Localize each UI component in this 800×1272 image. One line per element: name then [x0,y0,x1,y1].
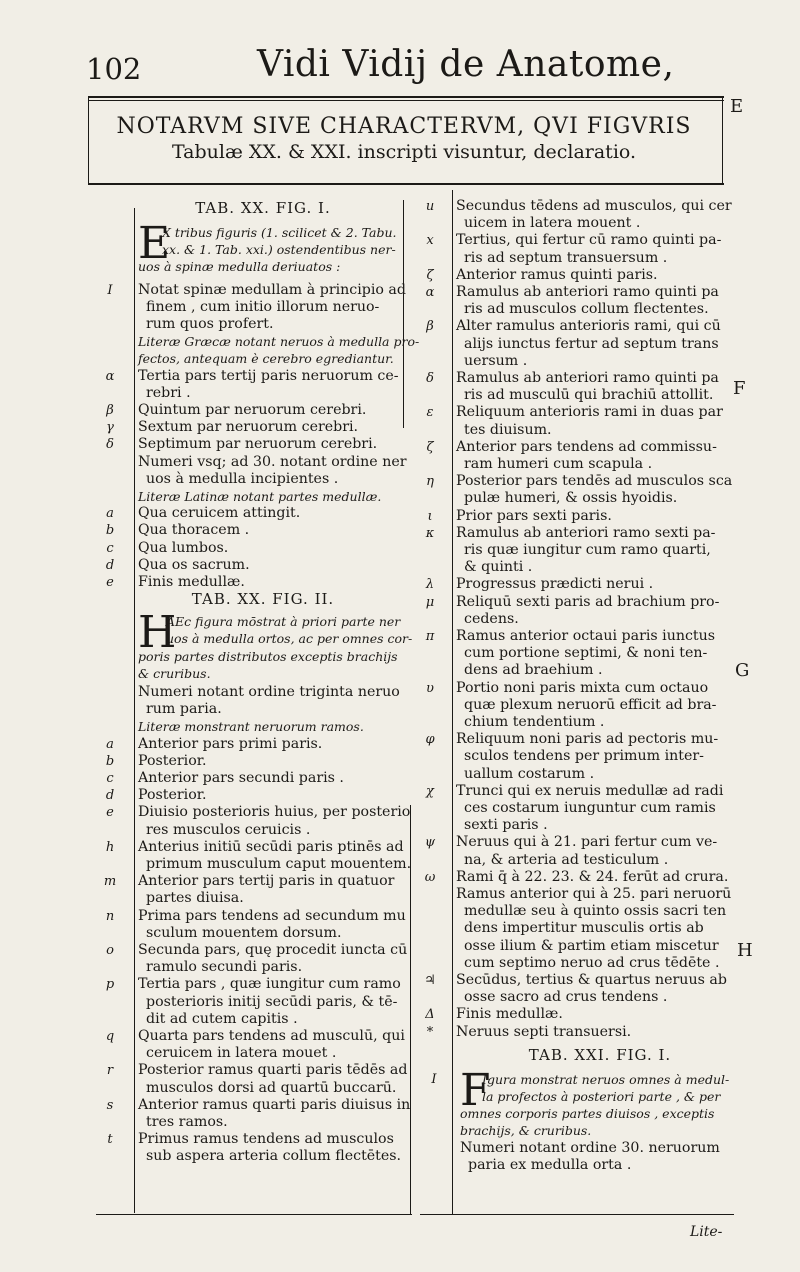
entry-text: Quarta pars tendens ad musculū, qui [138,1028,405,1044]
section-title-line1: NOTARVM SIVE CHARACTERVM, QVI FIGVRIS [116,114,692,139]
entry-text: Diuisio posterioris huius, per posterio [138,804,411,821]
entry-text: Anterior pars tendens ad commissu- [456,438,717,455]
entry-text: medullæ seu à quinto ossis sacri ten [464,903,727,920]
entry-text: Posterior. [138,752,207,769]
entry-text: Prima pars tendens ad secundum mu [138,907,406,924]
entry-text: cedens. [464,610,519,627]
entry-text: Ramus anterior qui à 25. pari neruorū [456,886,732,902]
entry-text: Anterior pars secundi paris . [138,770,344,786]
entry-text: Anterior ramus quarti paris diuisus in [138,1096,411,1113]
section-title [90,104,718,180]
entry-key: a [106,506,114,522]
entry-key: * [426,1024,434,1040]
entry-text: partes diuisa. [146,890,244,907]
entry-text: Qua os sacrum. [138,556,250,573]
entry-text: Posterior. [138,787,207,804]
entry-key: γ [106,420,114,436]
page-number: 102 [86,52,142,86]
entry-text: Notat spinæ medullam à principio ad [138,281,406,298]
entry-text: cum portione septimi, & noni ten- [464,645,708,662]
entry-key: b [105,523,115,539]
top-rule-2 [88,100,724,101]
entry-key: υ [426,680,434,696]
entry-text: Reliquum noni paris ad pectoris mu- [456,731,719,748]
entry-text: Secundus tēdens ad musculos, qui cer [456,198,732,214]
entry-text: res musculos ceruicis . [146,821,311,838]
entry-text: Portio noni paris mixta cum octauo [456,679,709,696]
entry-text: osse sacro ad crus tendens . [464,989,668,1006]
entry-text: Prior pars sexti paris. [456,507,612,524]
intro-text: AEc figura mōstrat à priori parte ner [166,614,401,630]
entry-text: Secūdus, tertius & quartus neruus ab [456,972,727,988]
left-column [98,199,420,1220]
entry-key: s [106,1097,114,1113]
intro-text: omnes corporis partes diuisos , exceptis [460,1106,715,1122]
entry-key: x [426,233,434,249]
caption-tab-xx-fig-i: TAB. XX. FIG. I. [195,199,331,217]
entry-text: dens ad braehium . [464,662,603,679]
top-rule [88,96,724,98]
entry-text: posterioris initij secūdi paris, & tē- [146,993,398,1010]
entry-text: Septimum par neruorum cerebri. [138,436,378,453]
entry-key: ε [426,405,434,421]
entry-text: alijs iunctus fertur ad septum trans [464,335,719,352]
entry-text: Qua ceruicem attingit. [138,505,301,522]
entry-key: d [105,788,115,804]
entry-text: Ramulus ab anteriori ramo quinti pa [456,370,719,386]
entry-text: ces costarum iunguntur cum ramis [464,800,716,816]
entry-key: ω [424,869,436,885]
entry-text: fectos, antequam è cerebro egrediantur. [138,351,394,367]
entry-text: Rami q̄ à 22. 23. & 24. ferūt ad crura. [456,868,729,885]
catchword: Lite- [690,1224,723,1240]
entry-text: rebri . [146,384,191,401]
entry-text: Anterior pars primi paris. [138,735,323,752]
closing-text: Numeri notant ordine 30. neruorum [460,1139,720,1156]
section-title-line2: Tabulæ XX. & XXI. inscripti visuntur, declaratio. [171,141,637,163]
intro-text: la profectos à posteriori parte , & per [482,1089,721,1104]
entry-key: h [105,839,115,855]
entry-key: r [106,1063,114,1079]
entry-text: osse ilium & partim etiam miscetur [464,937,719,954]
intro-text: uos à medulla ortos, ac per omnes cor- [166,631,413,647]
closing-text: paria ex medulla orta . [468,1156,632,1173]
entry-text: Ramus anterior octaui paris iunctus [456,628,716,644]
entry-text: tes diuisum. [464,421,552,438]
entry-text: Numeri vsq; ad 30. notant ordine ner [138,453,407,470]
margin-letter-f: F [733,378,746,399]
entry-key: t [107,1132,113,1148]
entry-text: Anterior ramus quinti paris. [456,266,658,283]
entry-text: Finis medullæ. [456,1006,563,1023]
entry-text: Alter ramulus anterioris rami, qui cū [456,318,721,335]
entry-key: c [106,771,114,786]
entry-text: cum septimo neruo ad crus tēdēte . [464,954,720,971]
entry-key: m [103,874,117,890]
entry-text: rum paria. [146,701,222,718]
entry-text: sub aspera arteria collum flectētes. [146,1148,402,1165]
entry-text: Primus ramus tendens ad musculos [138,1131,394,1148]
entry-key: I [431,1071,437,1087]
entry-key: α [425,285,435,300]
entry-key: ψ [424,835,436,851]
running-title: Vidi Vidij de Anatome, [257,44,675,85]
entry-text: pulæ humeri, & ossis hyoidis. [464,490,678,507]
entry-key: ζ [426,267,434,283]
entry-text: chium tendentium . [464,714,605,730]
intro-text: brachijs, & cruribus. [460,1123,592,1139]
entry-text: finem , cum initio illorum neruo- [146,298,380,315]
entry-key: β [426,319,434,335]
entry-key: β [106,403,114,418]
dropcap-h: H [138,607,177,659]
intro-text: xx. & 1. Tab. xxi.) ostendentibus ner- [162,242,396,258]
title-box-left [88,96,89,184]
entry-text: Neruus septi transuersi. [456,1023,632,1040]
entry-text: Secunda pars, quę procedit iuncta cū [138,942,408,958]
entry-text: ram humeri cum scapula . [464,456,653,472]
entry-text: Reliquū sexti paris ad brachium pro- [456,593,720,610]
entry-key: η [426,474,434,490]
entry-key: e [106,575,114,590]
entry-text: Qua lumbos. [138,539,229,556]
entry-text: uicem in latera mouent . [464,215,641,232]
entry-text: Quintum par neruorum cerebri. [138,402,367,418]
entry-key: χ [426,783,434,799]
entry-text: Qua thoracem . [138,522,250,539]
title-bottom-rule [88,183,724,185]
entry-text: uallum costarum . [464,765,595,782]
bottom-rule [96,1214,412,1215]
entry-text: ris ad musculos collum flectentes. [464,301,709,318]
entry-text: Literæ monstrant neruorum ramos. [138,719,364,735]
margin-letter-g: G [735,660,750,681]
entry-key: φ [425,732,435,748]
caption-tab-xx-fig-ii: TAB. XX. FIG. II. [191,590,335,609]
entry-text: Neruus qui à 21. pari fertur cum ve- [456,834,718,851]
entry-key: ♃ [424,973,436,988]
entry-key: p [105,977,115,993]
title-box-right [722,96,723,184]
entry-key: ζ [426,439,434,455]
entry-key: μ [425,594,435,610]
entry-key: I [107,282,113,298]
entry-key: π [425,629,435,644]
dropcap-f: F [460,1064,491,1116]
entry-key: κ [425,525,435,541]
intro-text: X tribus figuris (1. scilicet & 2. Tabu. [162,225,397,240]
entry-text: na, & arteria ad testiculum . [464,851,669,868]
entry-text: Literæ Latinæ notant partes medullæ. [138,489,382,504]
entry-text: Posterior pars tendēs ad musculos sca [456,473,733,490]
intro-text: uos à spinæ medulla deriuatos : [138,259,341,275]
entry-key: δ [106,437,114,453]
entry-text: Finis medullæ. [138,574,245,590]
bottom-rule-right [420,1214,734,1215]
margin-letter-e: E [730,96,744,117]
entry-key: α [105,368,115,384]
entry-text: Reliquum anterioris rami in duas par [456,404,723,421]
entry-text: sexti paris . [464,817,548,834]
entry-key: o [106,943,114,958]
entry-key: a [106,736,114,752]
entry-text: Posterior ramus quarti paris tēdēs ad [138,1062,408,1079]
entry-text: Literæ Græcæ notant neruos à medulla pro- [138,334,420,350]
entry-text: ceruicem in latera mouet . [146,1045,337,1062]
entry-text: ris ad musculū qui brachiū attollit. [464,387,714,404]
entry-key: c [106,540,114,556]
entry-key: q [105,1029,115,1044]
entry-text: ramulo secundi paris. [146,959,303,976]
entry-text: Tertia pars , quæ iungitur cum ramo [138,976,401,993]
entry-text: quæ plexum neruorū efficit ad bra- [464,696,717,713]
right-column [420,198,740,1218]
entry-text: Tertius, qui fertur cū ramo quinti pa- [456,232,722,249]
margin-letter-h: H [737,940,753,961]
dropcap-e: E [138,218,171,269]
intro-text: poris partes distributos exceptis brachijs [138,648,398,664]
entry-text: uersum . [464,352,528,369]
entry-text: primum musculum caput mouentem. [146,856,412,872]
entry-text: Tertia pars tertij paris neruorum ce- [138,367,399,384]
entry-text: ris quæ iungitur cum ramo quarti, [464,542,711,558]
entry-text: Numeri notant ordine triginta neruo [138,684,400,700]
entry-text: & quinti . [464,559,533,576]
entry-text: tres ramos. [146,1114,228,1130]
entry-key: d [105,557,115,573]
entry-text: Trunci qui ex neruis medullæ ad radi [456,782,724,799]
entry-key: b [105,753,115,769]
entry-key: u [425,199,435,214]
entry-text: Ramulus ab anteriori ramo quinti pa [456,284,719,300]
entry-key: n [105,908,115,924]
intro-text: & cruribus. [138,665,211,681]
entry-text: Anterior pars tertij paris in quatuor [138,873,395,890]
entry-text: uos à medulla incipientes . [146,470,339,487]
entry-text: dens impertitur musculis ortis ab [464,920,704,937]
entry-text: Progressus prædicti nerui . [456,576,654,593]
entry-text: Anterius initiū secūdi paris ptinēs ad [138,838,404,855]
entry-text: Ramulus ab anteriori ramo sexti pa- [456,524,716,541]
entry-key: Δ [425,1007,435,1023]
entry-text: Sextum par neruorum cerebri. [138,419,359,436]
entry-text: ris ad septum transuersum . [464,249,668,266]
entry-text: dit ad cutem capitis . [146,1010,298,1027]
entry-text: sculos tendens per primum inter- [464,748,704,765]
entry-text: rum quos profert. [146,316,274,332]
caption-tab-xxi-fig-i: TAB. XXI. FIG. I. [528,1045,672,1064]
entry-key: ι [427,508,433,524]
entry-key: δ [426,371,434,386]
entry-key: λ [425,577,435,593]
entry-text: musculos dorsi ad quartū buccarū. [146,1079,397,1096]
intro-text: Igura monstrat neruos omnes à medul- [482,1071,730,1087]
entry-text: sculum mouentem dorsum. [146,924,342,941]
entry-key: e [106,805,114,821]
